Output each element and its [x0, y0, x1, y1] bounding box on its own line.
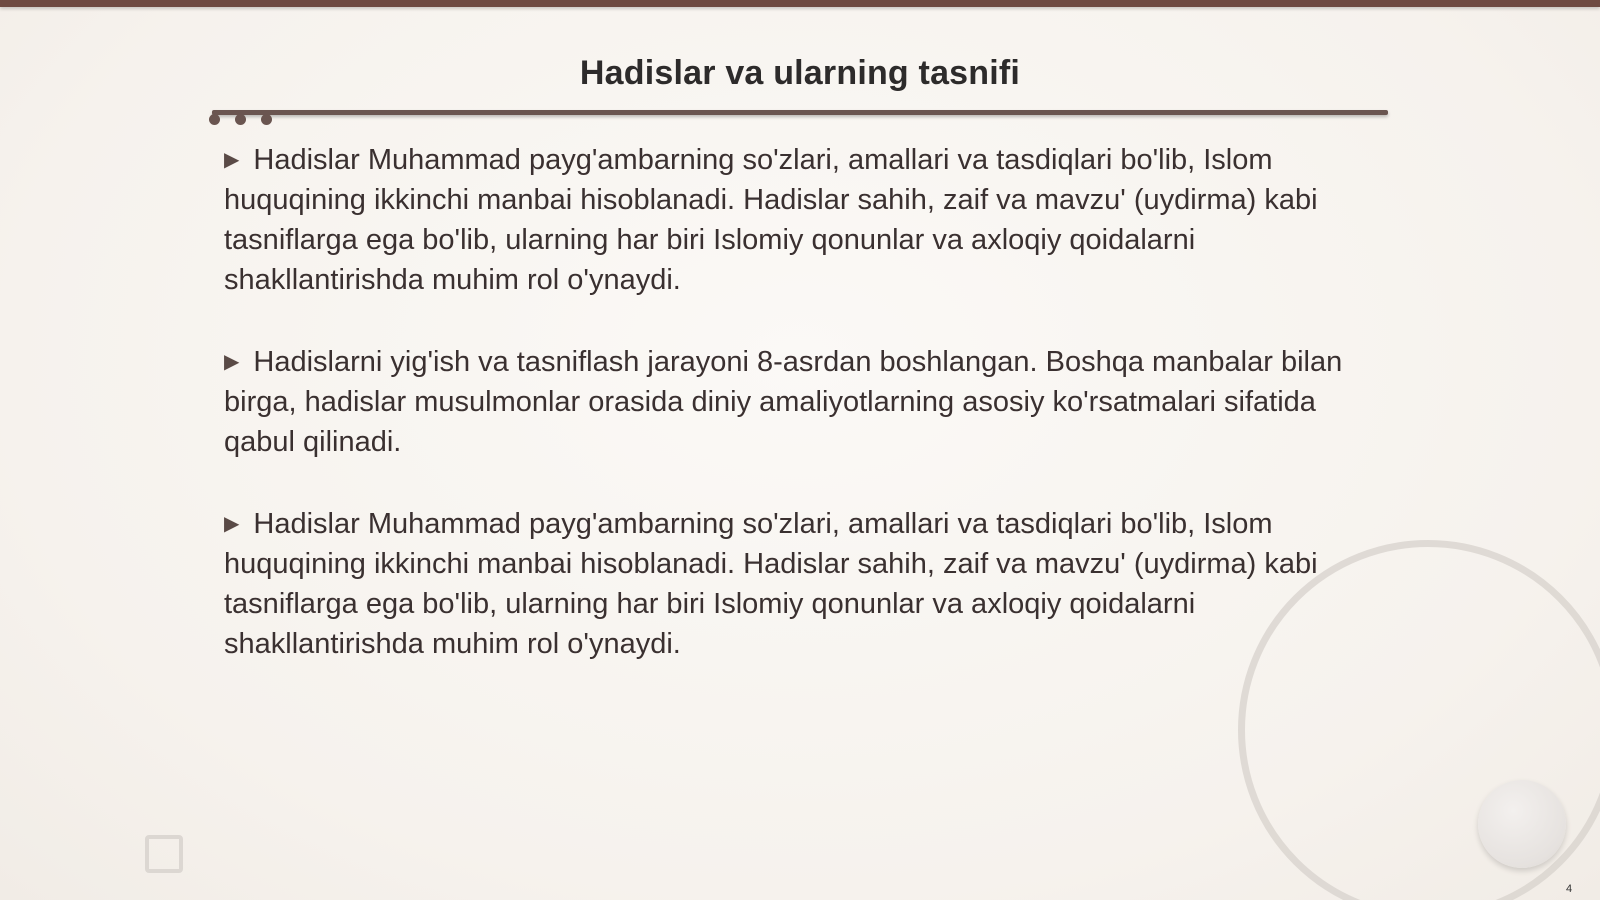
- triangle-bullet-icon: ▶: [224, 149, 240, 171]
- bullet-item: [224, 504, 1384, 664]
- bullet-list: [224, 140, 1384, 706]
- bullet-item: [224, 140, 1384, 300]
- bullet-item: [224, 342, 1384, 462]
- bullet-text: Hadislar Muhammad payg'ambarning so'zlari, amallari va tasdiqlari bo'lib, Islom huquqining ikkinchi manbai hisoblanadi. Hadislar sahih, zaif va mavzu' (uydirma) kabi tasniflarga ega bo'lib, ularning har biri Islomiy qonunlar va axloqiy qoidalarni shakllantirishda muhim rol o'ynaydi.: [224, 144, 1318, 296]
- triangle-bullet-icon: ▶: [224, 513, 240, 535]
- top-accent-bar: [0, 0, 1600, 7]
- page-number: 4: [1566, 883, 1573, 895]
- rule-dot: [261, 114, 272, 125]
- bullet-text: Hadislarni yig'ish va tasniflash jarayoni 8-asrdan boshlangan. Boshqa manbalar bilan birga, hadislar musulmonlar orasida diniy amaliyotlarning asosiy ko'rsatmalari sifatida qabul qilinadi.: [224, 346, 1343, 458]
- triangle-bullet-icon: ▶: [224, 351, 240, 373]
- slide-title: Hadislar va ularning tasnifi: [579, 54, 1021, 92]
- decorative-circle: [1478, 780, 1566, 868]
- bullet-text: Hadislar Muhammad payg'ambarning so'zlari, amallari va tasdiqlari bo'lib, Islom huquqining ikkinchi manbai hisoblanadi. Hadislar sahih, zaif va mavzu' (uydirma) kabi tasniflarga ega bo'lib, ularning har biri Islomiy qonunlar va axloqiy qoidalarni shakllantirishda muhim rol o'ynaydi.: [224, 508, 1318, 660]
- rule-dot: [209, 114, 220, 125]
- rule-dot: [235, 114, 246, 125]
- decorative-square: [145, 835, 183, 873]
- title-underline: [212, 110, 1388, 115]
